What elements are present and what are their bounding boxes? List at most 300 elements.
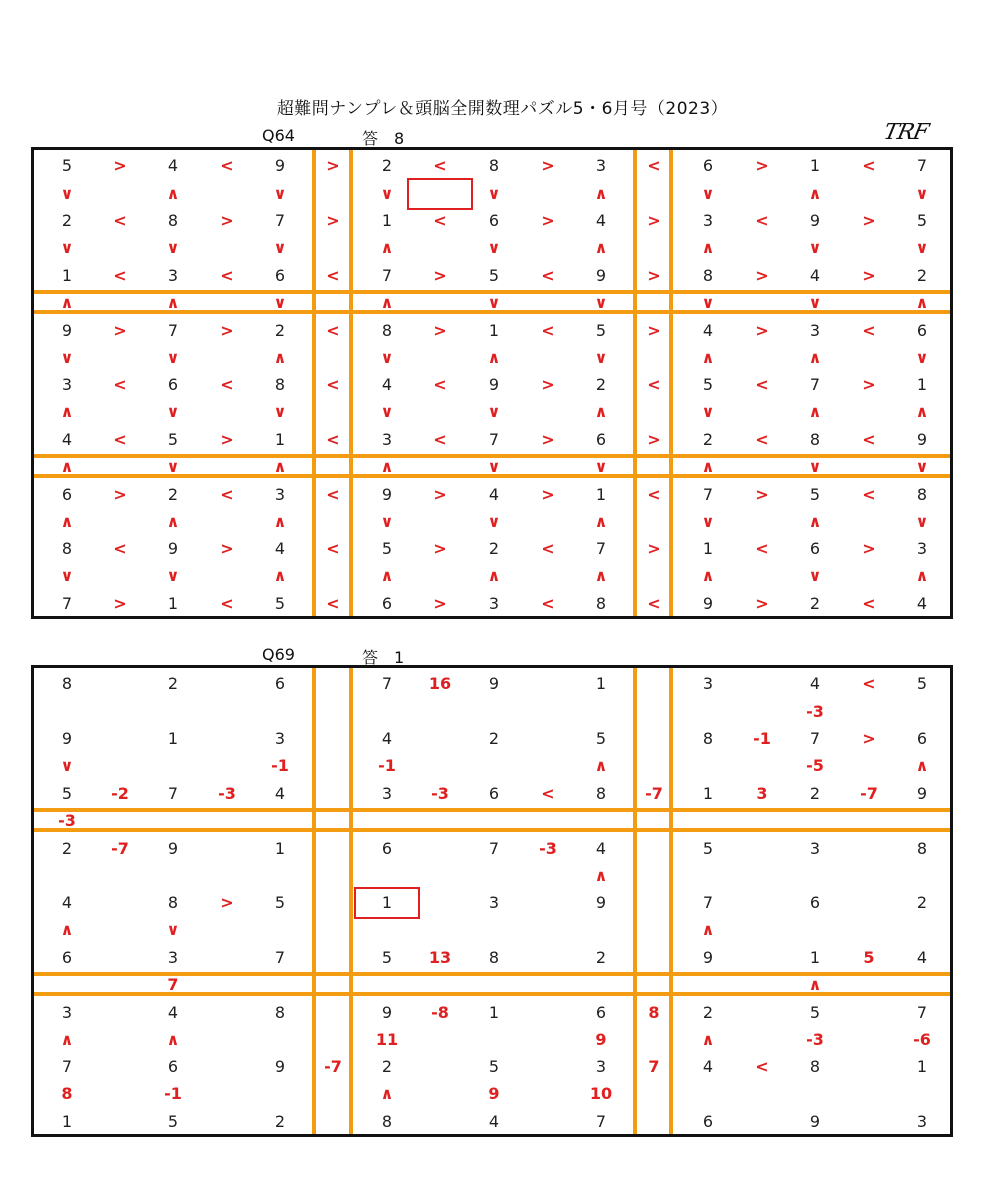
inequality-sign: ∧ (60, 512, 74, 531)
grid-digit: 6 (61, 485, 73, 504)
inequality-sign: < (862, 674, 876, 693)
inequality-sign: > (647, 266, 661, 285)
inequality-sign: > (220, 539, 234, 558)
grid-digit: 6 (381, 839, 393, 858)
inequality-sign: ∨ (594, 457, 608, 476)
inequality-sign: ∨ (166, 238, 180, 257)
grid-digit: 6 (916, 729, 928, 748)
grid-digit: 3 (488, 594, 500, 613)
clue-number: 5 (863, 948, 875, 967)
grid-digit: 9 (61, 321, 73, 340)
grid-digit: 9 (488, 674, 500, 693)
grid-digit: 3 (809, 321, 821, 340)
grid-digit: 7 (809, 729, 821, 748)
inequality-sign: ∧ (487, 566, 501, 585)
q69-answer: 答 1 (362, 648, 405, 667)
inequality-sign: ∨ (915, 184, 929, 203)
inequality-sign: > (433, 594, 447, 613)
grid-digit: 4 (167, 1003, 179, 1022)
grid-digit: 2 (167, 674, 179, 693)
inequality-sign: ∧ (273, 348, 287, 367)
inequality-sign: < (755, 430, 769, 449)
grid-digit: 6 (916, 321, 928, 340)
inequality-sign: < (862, 430, 876, 449)
inequality-sign: ∨ (487, 512, 501, 531)
clue-number: -3 (218, 784, 236, 803)
inequality-sign: ∧ (60, 920, 74, 939)
inequality-sign: < (326, 594, 340, 613)
grid-digit: 4 (702, 321, 714, 340)
inequality-sign: ∧ (166, 184, 180, 203)
grid-digit: 4 (488, 1112, 500, 1131)
grid-digit: 2 (61, 839, 73, 858)
inequality-sign: ∨ (487, 293, 501, 312)
grid-digit: 9 (595, 893, 607, 912)
grid-digit: 5 (381, 948, 393, 967)
inequality-sign: > (647, 539, 661, 558)
clue-number: 16 (428, 674, 452, 693)
inequality-sign: ∧ (915, 402, 929, 421)
grid-digit: 8 (809, 1057, 821, 1076)
grid-digit: 8 (274, 375, 286, 394)
grid-digit: 9 (702, 594, 714, 613)
inequality-sign: ∨ (60, 566, 74, 585)
page-title: 超難問ナンプレ＆頭脳全開数理パズル5・6月号（2023） (276, 99, 729, 119)
grid-digit: 2 (488, 539, 500, 558)
grid-digit: 5 (61, 784, 73, 803)
grid-digit: 9 (916, 784, 928, 803)
grid-digit: 6 (595, 1003, 607, 1022)
clue-number: -5 (806, 756, 824, 775)
inequality-sign: > (755, 321, 769, 340)
grid-digit: 6 (274, 266, 286, 285)
grid-digit: 3 (702, 211, 714, 230)
inequality-sign: ∨ (166, 457, 180, 476)
grid-digit: 2 (595, 948, 607, 967)
inequality-sign: < (220, 375, 234, 394)
inequality-sign: > (220, 893, 234, 912)
inequality-sign: > (862, 539, 876, 558)
grid-digit: 4 (809, 266, 821, 285)
grid-digit: 6 (488, 211, 500, 230)
grid-digit: 2 (61, 211, 73, 230)
inequality-sign: > (862, 211, 876, 230)
inequality-sign: < (541, 321, 555, 340)
grid-digit: 6 (702, 156, 714, 175)
grid-digit: 8 (488, 156, 500, 175)
inequality-sign: > (433, 321, 447, 340)
inequality-sign: < (433, 375, 447, 394)
inequality-sign: ∨ (808, 457, 822, 476)
grid-digit: 1 (488, 321, 500, 340)
inequality-sign: < (113, 539, 127, 558)
inequality-sign: ∨ (808, 293, 822, 312)
inequality-sign: < (541, 266, 555, 285)
grid-digit: 5 (167, 1112, 179, 1131)
clue-number: -7 (645, 784, 663, 803)
clue-number: -3 (431, 784, 449, 803)
grid-digit: 9 (488, 375, 500, 394)
inequality-sign: ∨ (915, 457, 929, 476)
clue-number: -8 (431, 1003, 449, 1022)
grid-digit: 1 (702, 539, 714, 558)
inequality-sign: ∨ (915, 238, 929, 257)
answer-highlight (407, 178, 473, 210)
grid-digit: 6 (167, 1057, 179, 1076)
inequality-sign: > (755, 156, 769, 175)
grid-digit: 5 (61, 156, 73, 175)
inequality-sign: < (113, 266, 127, 285)
inequality-sign: ∨ (594, 348, 608, 367)
q64-label: Q64 (262, 126, 295, 145)
inequality-sign: > (220, 211, 234, 230)
inequality-sign: ∧ (273, 512, 287, 531)
grid-digit: 1 (809, 948, 821, 967)
grid-digit: 1 (167, 594, 179, 613)
grid-digit: 4 (61, 893, 73, 912)
grid-digit: 4 (167, 156, 179, 175)
grid-digit: 7 (167, 321, 179, 340)
grid-digit: 3 (916, 539, 928, 558)
inequality-sign: < (326, 266, 340, 285)
grid-digit: 4 (274, 539, 286, 558)
grid-digit: 1 (916, 375, 928, 394)
inequality-sign: ∨ (701, 293, 715, 312)
grid-digit: 7 (381, 674, 393, 693)
clue-number: -7 (860, 784, 878, 803)
grid-digit: 1 (595, 674, 607, 693)
inequality-sign: ∧ (915, 566, 929, 585)
grid-digit: 9 (702, 948, 714, 967)
inequality-sign: > (647, 430, 661, 449)
grid-digit: 8 (61, 674, 73, 693)
inequality-sign: > (755, 594, 769, 613)
inequality-sign: ∨ (808, 566, 822, 585)
inequality-sign: ∨ (166, 348, 180, 367)
inequality-sign: > (541, 485, 555, 504)
inequality-sign: > (433, 485, 447, 504)
inequality-sign: > (862, 729, 876, 748)
inequality-sign: ∨ (273, 184, 287, 203)
inequality-sign: < (433, 430, 447, 449)
grid-digit: 7 (274, 948, 286, 967)
grid-digit: 1 (381, 893, 393, 912)
inequality-sign: > (433, 539, 447, 558)
grid-digit: 7 (702, 485, 714, 504)
inequality-sign: < (326, 430, 340, 449)
grid-digit: 4 (274, 784, 286, 803)
inequality-sign: ∧ (594, 512, 608, 531)
inequality-sign: < (113, 430, 127, 449)
clue-number: 13 (428, 948, 452, 967)
inequality-sign: ∧ (808, 348, 822, 367)
grid-digit: 4 (916, 594, 928, 613)
grid-digit: 8 (916, 839, 928, 858)
grid-digit: 5 (274, 893, 286, 912)
inequality-sign: > (433, 266, 447, 285)
clue-number: -1 (753, 729, 771, 748)
grid-digit: 5 (595, 321, 607, 340)
grid-digit: 1 (595, 485, 607, 504)
grid-digit: 6 (488, 784, 500, 803)
inequality-sign: ∨ (380, 512, 394, 531)
grid-digit: 2 (916, 266, 928, 285)
clue-number: -6 (913, 1030, 931, 1049)
grid-digit: 9 (595, 266, 607, 285)
inequality-sign: ∧ (594, 566, 608, 585)
inequality-sign: ∧ (808, 512, 822, 531)
grid-digit: 3 (381, 430, 393, 449)
inequality-sign: ∧ (380, 293, 394, 312)
inequality-sign: < (326, 485, 340, 504)
inequality-sign: > (541, 430, 555, 449)
grid-digit: 5 (274, 594, 286, 613)
inequality-sign: < (862, 156, 876, 175)
inequality-sign: ∧ (808, 184, 822, 203)
grid-digit: 8 (916, 485, 928, 504)
grid-digit: 9 (274, 1057, 286, 1076)
clue-number: 8 (61, 1084, 73, 1103)
inequality-sign: ∧ (380, 566, 394, 585)
grid-digit: 7 (381, 266, 393, 285)
grid-digit: 7 (274, 211, 286, 230)
inequality-sign: ∧ (380, 238, 394, 257)
grid-digit: 4 (595, 211, 607, 230)
inequality-sign: ∨ (594, 293, 608, 312)
grid-digit: 3 (809, 839, 821, 858)
inequality-sign: > (541, 156, 555, 175)
inequality-sign: ∧ (380, 1084, 394, 1103)
grid-digit: 8 (702, 729, 714, 748)
inequality-sign: > (113, 156, 127, 175)
grid-digit: 8 (167, 893, 179, 912)
grid-digit: 3 (916, 1112, 928, 1131)
inequality-sign: < (541, 784, 555, 803)
grid-digit: 7 (595, 539, 607, 558)
grid-digit: 2 (488, 729, 500, 748)
inequality-sign: < (220, 594, 234, 613)
grid-digit: 5 (488, 266, 500, 285)
grid-digit: 9 (809, 1112, 821, 1131)
inequality-sign: > (220, 430, 234, 449)
inequality-sign: ∨ (915, 348, 929, 367)
inequality-sign: ∧ (701, 348, 715, 367)
inequality-sign: ∨ (380, 184, 394, 203)
grid-digit: 9 (809, 211, 821, 230)
inequality-sign: < (113, 375, 127, 394)
clue-number: 9 (488, 1084, 500, 1103)
inequality-sign: ∨ (701, 402, 715, 421)
grid-digit: 9 (167, 539, 179, 558)
inequality-sign: ∨ (273, 238, 287, 257)
clue-number: 8 (648, 1003, 660, 1022)
grid-digit: 8 (167, 211, 179, 230)
inequality-sign: ∨ (915, 512, 929, 531)
inequality-sign: ∨ (273, 402, 287, 421)
inequality-sign: ∧ (594, 866, 608, 885)
grid-digit: 3 (167, 266, 179, 285)
inequality-sign: > (541, 211, 555, 230)
inequality-sign: ∧ (166, 293, 180, 312)
puzzle-q69 (31, 665, 953, 1137)
inequality-sign: ∨ (380, 348, 394, 367)
grid-digit: 1 (488, 1003, 500, 1022)
grid-digit: 5 (702, 839, 714, 858)
inequality-sign: < (220, 485, 234, 504)
inequality-sign: < (433, 211, 447, 230)
inequality-sign: > (862, 266, 876, 285)
grid-digit: 2 (167, 485, 179, 504)
grid-digit: 7 (916, 156, 928, 175)
grid-digit: 2 (381, 156, 393, 175)
grid-digit: 8 (381, 321, 393, 340)
q64-answer: 答 8 (362, 129, 405, 148)
grid-digit: 5 (488, 1057, 500, 1076)
clue-number: 10 (589, 1084, 613, 1103)
grid-digit: 6 (274, 674, 286, 693)
grid-digit: 5 (381, 539, 393, 558)
inequality-sign: ∧ (594, 238, 608, 257)
grid-digit: 9 (61, 729, 73, 748)
inequality-sign: < (755, 1057, 769, 1076)
clue-number: -1 (164, 1084, 182, 1103)
inequality-sign: ∧ (380, 457, 394, 476)
inequality-sign: > (647, 211, 661, 230)
grid-digit: 3 (381, 784, 393, 803)
band-separator-h (34, 808, 950, 812)
inequality-sign: ∧ (60, 457, 74, 476)
grid-digit: 2 (702, 430, 714, 449)
inequality-sign: ∨ (166, 402, 180, 421)
inequality-sign: ∧ (594, 184, 608, 203)
grid-digit: 9 (916, 430, 928, 449)
inequality-sign: < (862, 594, 876, 613)
inequality-sign: ∧ (701, 566, 715, 585)
inequality-sign: ∨ (808, 238, 822, 257)
grid-digit: 4 (702, 1057, 714, 1076)
grid-digit: 1 (702, 784, 714, 803)
grid-digit: 3 (61, 375, 73, 394)
grid-digit: 6 (809, 539, 821, 558)
inequality-sign: ∧ (701, 457, 715, 476)
inequality-sign: ∧ (701, 238, 715, 257)
grid-digit: 8 (61, 539, 73, 558)
grid-digit: 5 (595, 729, 607, 748)
inequality-sign: > (541, 375, 555, 394)
grid-digit: 6 (167, 375, 179, 394)
grid-digit: 1 (274, 839, 286, 858)
grid-digit: 8 (702, 266, 714, 285)
clue-number: 7 (648, 1057, 660, 1076)
inequality-sign: ∧ (915, 756, 929, 775)
grid-digit: 6 (61, 948, 73, 967)
grid-digit: 8 (274, 1003, 286, 1022)
inequality-sign: < (647, 594, 661, 613)
inequality-sign: ∧ (273, 566, 287, 585)
grid-digit: 2 (381, 1057, 393, 1076)
inequality-sign: < (541, 539, 555, 558)
grid-digit: 1 (61, 1112, 73, 1131)
inequality-sign: > (113, 485, 127, 504)
clue-number: 11 (375, 1030, 399, 1049)
answer-highlight (354, 887, 420, 919)
grid-digit: 4 (595, 839, 607, 858)
grid-digit: 8 (381, 1112, 393, 1131)
grid-digit: 7 (61, 1057, 73, 1076)
grid-digit: 1 (167, 729, 179, 748)
inequality-sign: ∧ (166, 1030, 180, 1049)
inequality-sign: < (755, 211, 769, 230)
inequality-sign: ∧ (166, 512, 180, 531)
band-separator-h (34, 828, 950, 832)
grid-digit: 9 (274, 156, 286, 175)
q69-label: Q69 (262, 645, 295, 664)
grid-digit: 4 (381, 729, 393, 748)
grid-digit: 3 (61, 1003, 73, 1022)
grid-digit: 6 (809, 893, 821, 912)
grid-digit: 3 (595, 156, 607, 175)
grid-digit: 2 (702, 1003, 714, 1022)
grid-digit: 4 (916, 948, 928, 967)
inequality-sign: ∨ (60, 756, 74, 775)
grid-digit: 5 (809, 485, 821, 504)
clue-number: -1 (378, 756, 396, 775)
grid-digit: 8 (595, 784, 607, 803)
clue-number: -3 (806, 702, 824, 721)
grid-digit: 7 (702, 893, 714, 912)
grid-digit: 9 (381, 485, 393, 504)
grid-digit: 5 (916, 674, 928, 693)
clue-number: -2 (111, 784, 129, 803)
grid-digit: 8 (488, 948, 500, 967)
inequality-sign: > (326, 211, 340, 230)
inequality-sign: ∨ (166, 920, 180, 939)
inequality-sign: < (220, 156, 234, 175)
grid-digit: 9 (381, 1003, 393, 1022)
inequality-sign: < (433, 156, 447, 175)
grid-digit: 3 (595, 1057, 607, 1076)
grid-digit: 2 (274, 1112, 286, 1131)
inequality-sign: ∧ (701, 920, 715, 939)
grid-digit: 4 (61, 430, 73, 449)
inequality-sign: > (220, 321, 234, 340)
grid-digit: 6 (702, 1112, 714, 1131)
grid-digit: 4 (809, 674, 821, 693)
inequality-sign: < (647, 156, 661, 175)
grid-digit: 3 (274, 729, 286, 748)
grid-digit: 7 (809, 375, 821, 394)
inequality-sign: > (326, 156, 340, 175)
grid-digit: 1 (274, 430, 286, 449)
inequality-sign: ∨ (60, 348, 74, 367)
grid-digit: 8 (809, 430, 821, 449)
grid-digit: 7 (916, 1003, 928, 1022)
grid-digit: 3 (488, 893, 500, 912)
grid-digit: 3 (167, 948, 179, 967)
grid-digit: 7 (167, 784, 179, 803)
inequality-sign: < (647, 485, 661, 504)
puzzle-q64 (31, 147, 953, 619)
inequality-sign: ∧ (60, 1030, 74, 1049)
inequality-sign: < (862, 485, 876, 504)
grid-digit: 2 (274, 321, 286, 340)
inequality-sign: ∨ (487, 238, 501, 257)
inequality-sign: ∨ (60, 184, 74, 203)
grid-digit: 1 (809, 156, 821, 175)
clue-number: -7 (324, 1057, 342, 1076)
inequality-sign: ∨ (273, 293, 287, 312)
clue-number: 3 (756, 784, 768, 803)
